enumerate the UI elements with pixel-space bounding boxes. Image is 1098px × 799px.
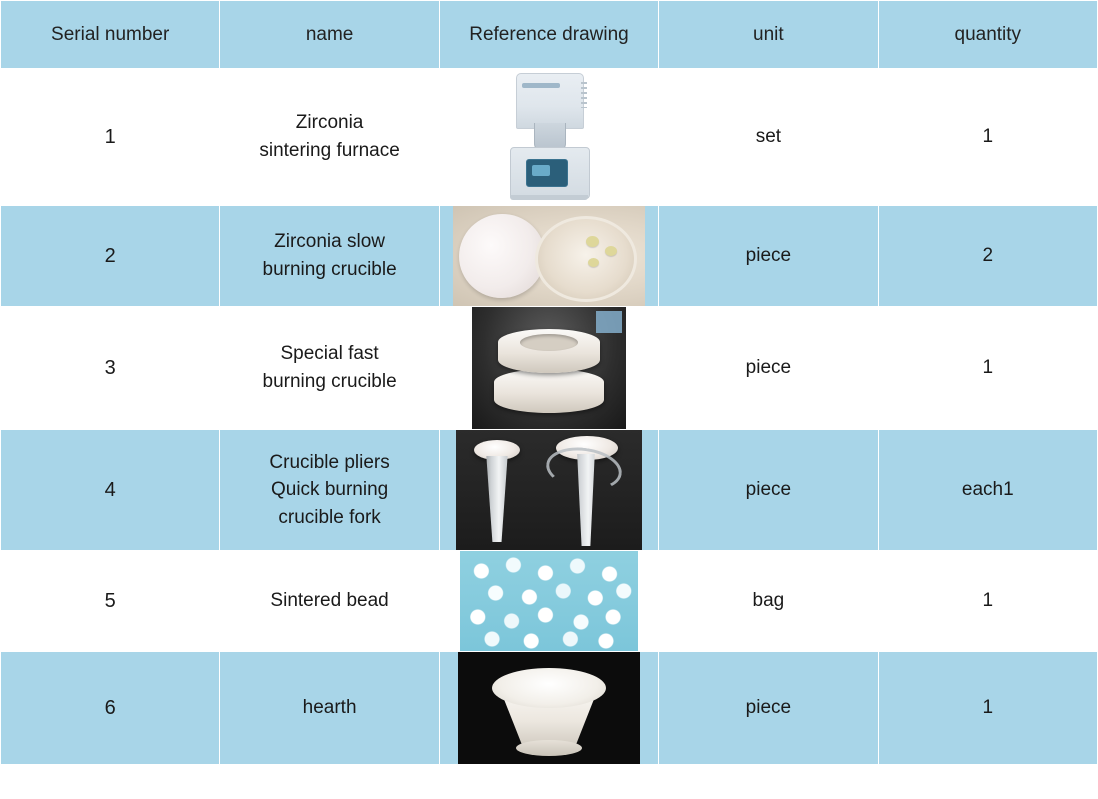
furnace-body [516,73,584,129]
crucible-lower-ring [494,369,604,413]
table-header-row [1,1,1098,69]
cell-quantity: 1 [878,69,1097,206]
cell-serial-number: 2 [1,206,220,307]
hearth-foot [516,740,582,756]
cell-serial-number: 4 [1,430,220,551]
name-line: Zirconia [295,112,364,134]
cell-name [220,307,439,430]
beads-photo [460,551,638,651]
name-line: Crucible pliers [269,451,390,473]
tools-photo [456,430,642,550]
furnace-control-screen [526,159,568,187]
cell-reference-drawing [439,551,658,652]
cell-name [220,69,439,206]
cell-name [220,551,439,652]
cell-reference-drawing [439,307,658,430]
name-line: Special fast [280,343,379,365]
crucible-pliers-and-fork-image [440,430,658,550]
table-row [1,307,1098,430]
name-line: hearth [302,697,357,719]
table-row [1,69,1098,206]
table-body [1,69,1098,765]
furnace-chamber [534,123,566,150]
column-header-name: name [220,1,439,69]
table-row [1,652,1098,765]
column-header-unit: unit [659,1,878,69]
furnace-foot [510,195,588,200]
sintered-beads-image [440,551,658,651]
name-line: sintering furnace [259,140,400,161]
fork-handle [478,456,516,542]
cell-serial-number: 5 [1,551,220,652]
background-tape [596,311,622,333]
table-row [1,551,1098,652]
table-row [1,206,1098,307]
column-header-serial-number: Serial number [1,1,220,69]
furnace-illustration [506,73,592,201]
cell-serial-number: 3 [1,307,220,430]
cell-reference-drawing [439,206,658,307]
column-header-quantity: quantity [878,1,1097,69]
cell-unit: bag [659,551,878,652]
cell-serial-number: 6 [1,652,220,765]
crucible-content [586,236,599,247]
name-line: Zirconia slow [274,231,386,253]
cell-quantity: 1 [878,551,1097,652]
cell-unit: piece [659,652,878,765]
zirconia-slow-burning-crucible-image [440,206,658,306]
hearth-image [440,652,658,764]
cell-serial-number: 1 [1,69,220,206]
cell-name [220,430,439,551]
name-line: Sintered bead [270,590,389,612]
cell-name [220,206,439,307]
cell-unit: piece [659,430,878,551]
cell-reference-drawing [439,652,658,765]
fast-crucible-photo [472,307,626,429]
cell-quantity: 2 [878,206,1097,307]
special-fast-burning-crucible-image [440,307,658,429]
name-line: burning crucible [262,259,397,280]
cell-name [220,652,439,765]
table-row [1,430,1098,551]
furnace-vents [581,82,587,108]
crucible-content [588,258,599,267]
crucible-opening [520,334,578,351]
name-line: crucible fork [278,506,381,528]
zirconia-sintering-furnace-image [440,69,658,205]
cell-quantity: each1 [878,430,1097,551]
cell-unit: piece [659,307,878,430]
hearth-photo [458,652,640,764]
cell-reference-drawing [439,69,658,206]
cell-unit: set [659,69,878,206]
cell-unit: piece [659,206,878,307]
cell-reference-drawing [439,430,658,551]
hearth-top-disc [492,668,606,708]
table-header [1,1,1098,69]
slow-crucible-photo [453,206,645,306]
crucible-content [605,246,617,256]
name-line: burning crucible [262,371,397,392]
cell-quantity: 1 [878,652,1097,765]
crucible-dish [535,216,637,302]
column-header-reference-drawing: Reference drawing [439,1,658,69]
name-line: Quick burning [270,479,389,501]
furnace-brand-label [522,83,560,88]
cell-quantity: 1 [878,307,1097,430]
